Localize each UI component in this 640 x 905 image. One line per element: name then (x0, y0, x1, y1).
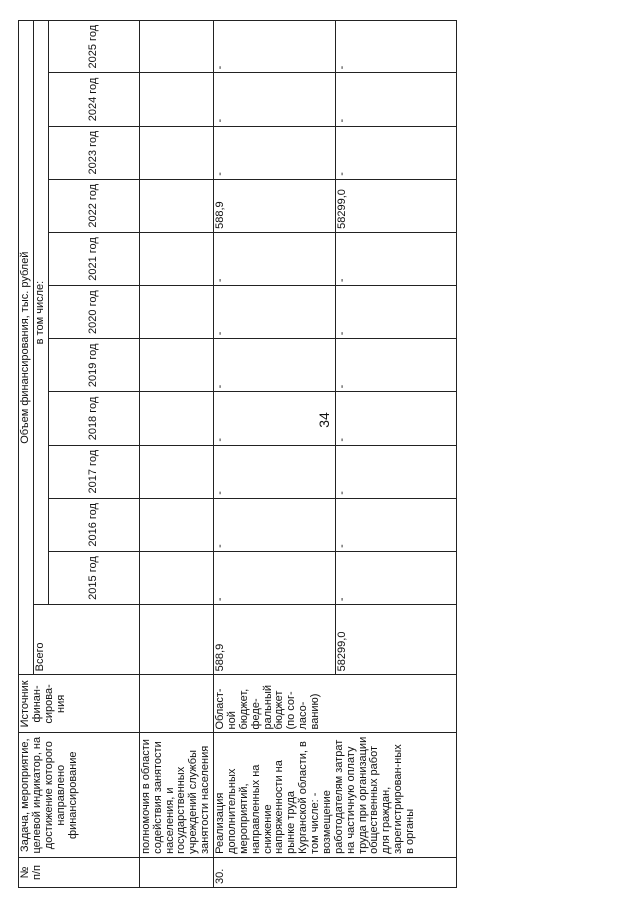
row-value (139, 126, 213, 179)
row-value: - (214, 232, 336, 285)
row-source (139, 675, 213, 733)
header-row-1 (19, 21, 34, 888)
source-regional: Област-ной бюджет, (214, 688, 250, 730)
year-header: 2025 год (48, 21, 139, 73)
row-task: Реализация дополнительных мероприятий, направленных на снижение напряженности на рынке труда Курганской области, в том числе: - возмещение работодателям затрат на частичную оплату труда при организации общественных работ для граждан, зарегистрирован-ных в органы (214, 733, 457, 857)
col-header-volume: Объем финансирования, тыс. рублей (19, 21, 34, 675)
row-value: - (214, 339, 336, 392)
row-source (214, 675, 457, 733)
year-header: 2015 год (48, 551, 139, 604)
row-value: - (335, 392, 457, 445)
row-value (139, 286, 213, 339)
row-value: - (335, 286, 457, 339)
year-header: 2023 год (48, 126, 139, 179)
row-value: - (214, 498, 336, 551)
row-value: - (335, 21, 457, 73)
row-value (139, 498, 213, 551)
row-value: 588,9 (214, 179, 336, 232)
year-header: 2022 год (48, 179, 139, 232)
row-value: - (335, 73, 457, 126)
col-header-total: Всего (33, 605, 139, 675)
row-value: - (214, 126, 336, 179)
row-value (139, 445, 213, 498)
row-value: - (335, 445, 457, 498)
page-number: 34 (315, 412, 332, 428)
col-header-including: в том числе: (33, 21, 48, 605)
row-value (139, 392, 213, 445)
row-value: - (335, 126, 457, 179)
row-value: - (214, 286, 336, 339)
row-value: - (214, 551, 336, 604)
row-value (139, 21, 213, 73)
year-header: 2024 год (48, 73, 139, 126)
row-task: полномочия в области содействия занятости населения, и государственных учреждений службы занятости населения (139, 733, 213, 857)
row-value: - (335, 339, 457, 392)
row-value: - (335, 551, 457, 604)
source-federal: феде-ральный бюджет (по сог-ласо-ванию) (249, 684, 321, 730)
rotated-table-wrapper (18, 20, 622, 888)
year-header: 2021 год (48, 232, 139, 285)
col-header-source: Источник финан-сирова-ния (19, 675, 140, 733)
row-value: - (214, 73, 336, 126)
financing-table (18, 20, 457, 888)
row-value: - (214, 21, 336, 73)
row-value: - (335, 232, 457, 285)
row-value (139, 339, 213, 392)
col-header-num: № п/п (19, 857, 140, 887)
row-num (139, 857, 213, 887)
row-total: 58299,0 (335, 605, 457, 675)
row-value (139, 232, 213, 285)
row-value (139, 73, 213, 126)
year-header: 2017 год (48, 445, 139, 498)
row-value: - (335, 498, 457, 551)
row-value: - (214, 392, 336, 445)
year-header: 2018 год (48, 392, 139, 445)
row-value (139, 179, 213, 232)
row-value: - (214, 445, 336, 498)
row-num: 30. (214, 857, 457, 887)
row-value (139, 551, 213, 604)
year-header: 2019 год (48, 339, 139, 392)
row-value: 58299,0 (335, 179, 457, 232)
table-row (214, 21, 336, 888)
table-row (139, 21, 213, 888)
col-header-task: Задача, мероприятие, целевой индикатор, на достижение которого направлено финансирование (19, 733, 140, 857)
year-header: 2016 год (48, 498, 139, 551)
row-total (139, 605, 213, 675)
year-header: 2020 год (48, 286, 139, 339)
row-total: 588,9 (214, 605, 336, 675)
